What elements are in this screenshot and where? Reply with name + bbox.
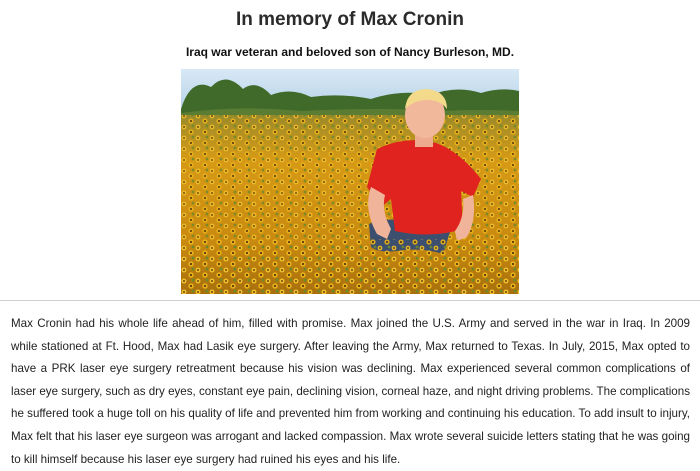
memorial-photo-icon	[181, 69, 519, 294]
memorial-photo	[181, 69, 519, 294]
page-subtitle: Iraq war veteran and beloved son of Nancy Burleson, MD.	[185, 45, 515, 59]
story-text: Max Cronin had his whole life ahead of him, filled with promise. Max joined the U.S. Army and served in the war in Iraq. In 2009 while stationed at Ft. Hood, Max had Lasik eye surgery. After leaving the Army, Max returned to Texas. In July, 2015, Max opted to have a PRK laser eye surgery retreatment because his vision was declining. Max experienced several common complications of laser eye surgery, such as dry eyes, constant eye pain, declining vision, corneal haze, and night driving problems. The complications he suffered took a huge toll on his quality of life and prevented him from working and continuing his education. To add insult to injury, Max felt that his laser eye surgeon was arrogant and lacked compassion. Max wrote several suicide letters stating that he was going to kill himself because his laser eye surgery had ruined his eyes and his life.	[11, 317, 690, 466]
page-title: In memory of Max Cronin	[235, 9, 465, 30]
section-divider	[0, 300, 700, 301]
